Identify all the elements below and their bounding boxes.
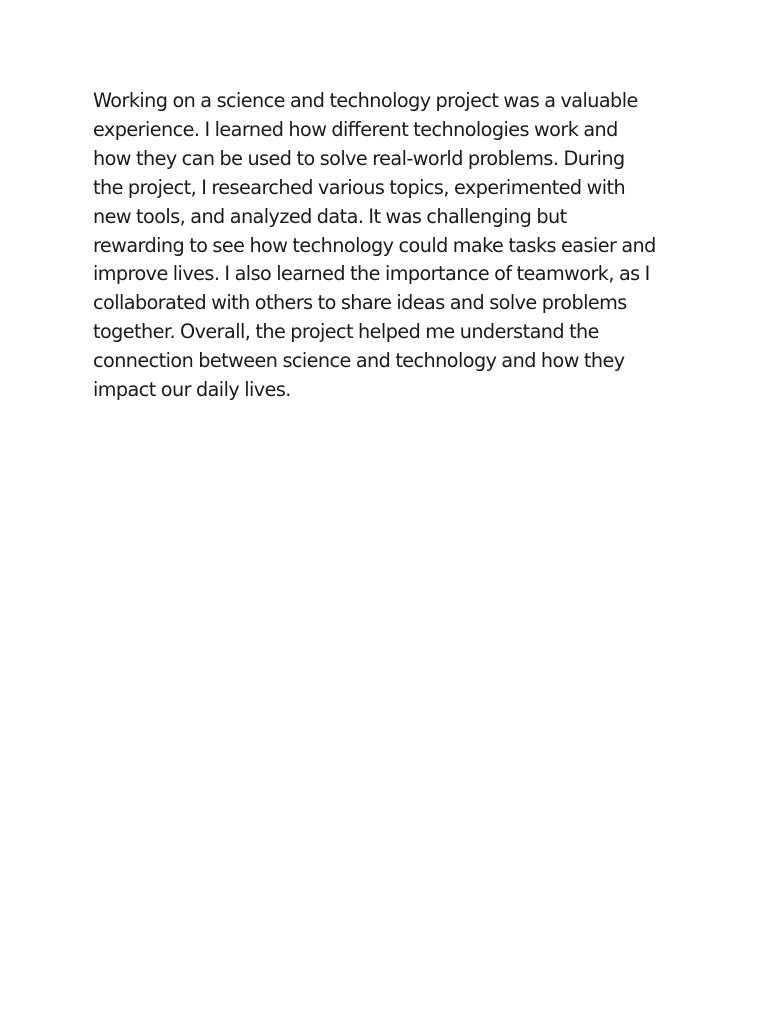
- body-paragraph: [93, 87, 683, 405]
- paragraph-line: rewarding to see how technology could make tasks easier and: [93, 233, 656, 257]
- paragraph-line: collaborated with others to share ideas and solve problems: [93, 291, 627, 315]
- paragraph-line: Working on a science and technology project was a valuable: [93, 89, 638, 112]
- paragraph-line: how they can be used to solve real-world problems. During: [93, 146, 625, 170]
- paragraph-line: connection between science and technology and how they: [93, 349, 625, 373]
- paragraph-line: improve lives. I also learned the importance of teamwork, as I: [93, 262, 650, 286]
- paragraph-line: the project, I researched various topics, experimented with: [93, 175, 626, 199]
- paragraph-line: impact our daily lives.: [93, 378, 291, 402]
- paragraph-line: experience. I learned how different technologies work and: [93, 117, 618, 141]
- paragraph-line: new tools, and analyzed data. It was challenging but: [93, 204, 567, 228]
- paragraph-line: together. Overall, the project helped me understand the: [93, 320, 599, 344]
